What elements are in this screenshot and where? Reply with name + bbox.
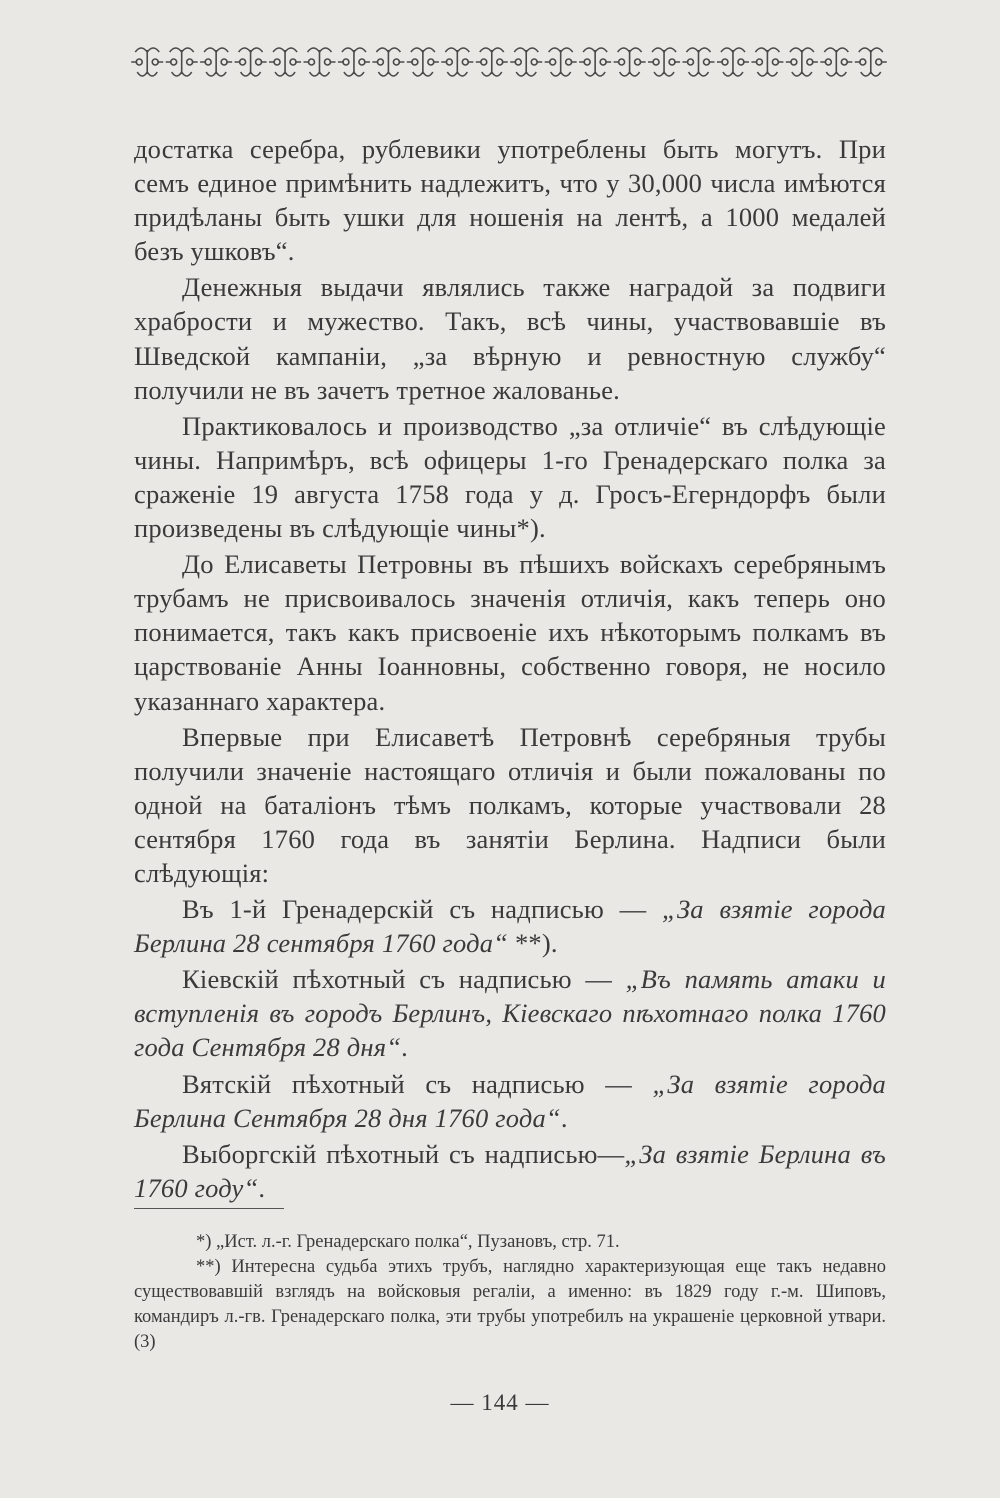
footnote-divider (134, 1208, 284, 1209)
footnotes (134, 1230, 886, 1355)
inscription-paragraph (134, 892, 886, 960)
inscription-text: „За взятіе города Берлина 28 сентября 1760 года“ (134, 894, 886, 959)
paragraph: Впервые при Елисаветѣ Петровнѣ серебряныя трубы получили значеніе настоящаго отличія и были пожалованы по одной на баталіонъ тѣмъ полкамъ, которые участвовали 28 сентября 1760 года въ занятіи Берлина. Надписи были слѣдующія: (134, 721, 886, 888)
inscription-tail: . (560, 1102, 568, 1133)
inscription-regiment: Въ 1-й Гренадерскій съ надписью — (182, 894, 663, 925)
inscription-tail: . (401, 1032, 408, 1063)
inscription-tail: . (258, 1172, 266, 1203)
inscription-regiment: Выборгскій пѣхотный съ надписью— (182, 1138, 625, 1169)
footnote: *) „Ист. л.-г. Гренадерскаго полка“, Пузановъ, стр. 71. (196, 1232, 620, 1252)
ornament-border (130, 42, 888, 82)
inscription-paragraph (134, 962, 886, 1064)
paragraph: достатка серебра, рублевики употреблены быть могутъ. При семъ единое примѣнить надлежитъ, что у 30,000 числа имѣются придѣланы быть ушки для ношенія на лентѣ, а 1000 медалей безъ ушковъ“. (134, 134, 886, 267)
inscription-regiment: Вятскій пѣхотный съ надписью — (182, 1068, 653, 1099)
inscription-paragraph (134, 1137, 886, 1205)
inscription-paragraph (134, 1067, 886, 1135)
inscription-text: „За взятіе города Берлина Сентября 28 дня 1760 года“ (134, 1068, 887, 1133)
page-number: — 144 — (450, 1390, 550, 1415)
inscription-tail: **). (508, 928, 558, 959)
main-text (134, 132, 886, 1205)
inscription-regiment: Кіевскій пѣхотный съ надписью — (182, 964, 626, 995)
paragraph: Денежныя выдачи являлись также наградой за подвиги храбрости и мужество. Такъ, всѣ чины, участвовавшіе въ Шведской кампаніи, „за вѣрную и ревностную службу“ получили не въ зачетъ третное жалованье. (134, 272, 886, 405)
footnote: **) Интересна судьба этихъ трубъ, наглядно характеризующая еще такъ недавно существовавшій взглядъ на войсковыя регаліи, а именно: въ 1829 году г.-м. Шиповъ, командиръ л.-гв. Гренадерскаго полка, эти трубы употребилъ на украшеніе церковной утвари. (3) (134, 1257, 886, 1352)
paragraph: Практиковалось и производство „за отличіе“ въ слѣдующіе чины. Напримѣръ, всѣ офицеры 1-го Гренадерскаго полка за сраженіе 19 августа 1758 года у д. Гросъ-Егерндорфъ были произведены въ слѣдующіе чины*). (134, 410, 886, 544)
inscription-text: „За взятіе Берлина въ 1760 году“ (134, 1138, 886, 1203)
inscription-text: „Въ память атаки и вступленія въ городъ Берлинъ, Кіевскаго пѣхотнаго полка 1760 года Сентября 28 дня“ (134, 964, 886, 1063)
paragraph: До Елисаветы Петровны въ пѣшихъ войскахъ серебрянымъ трубамъ не присвоивалось значенія отличія, какъ теперь оно понимается, такъ какъ присвоеніе ихъ нѣкоторымъ полкамъ въ царствованіе Анны Іоанновны, собственно говоря, не носило указаннаго характера. (134, 549, 886, 716)
